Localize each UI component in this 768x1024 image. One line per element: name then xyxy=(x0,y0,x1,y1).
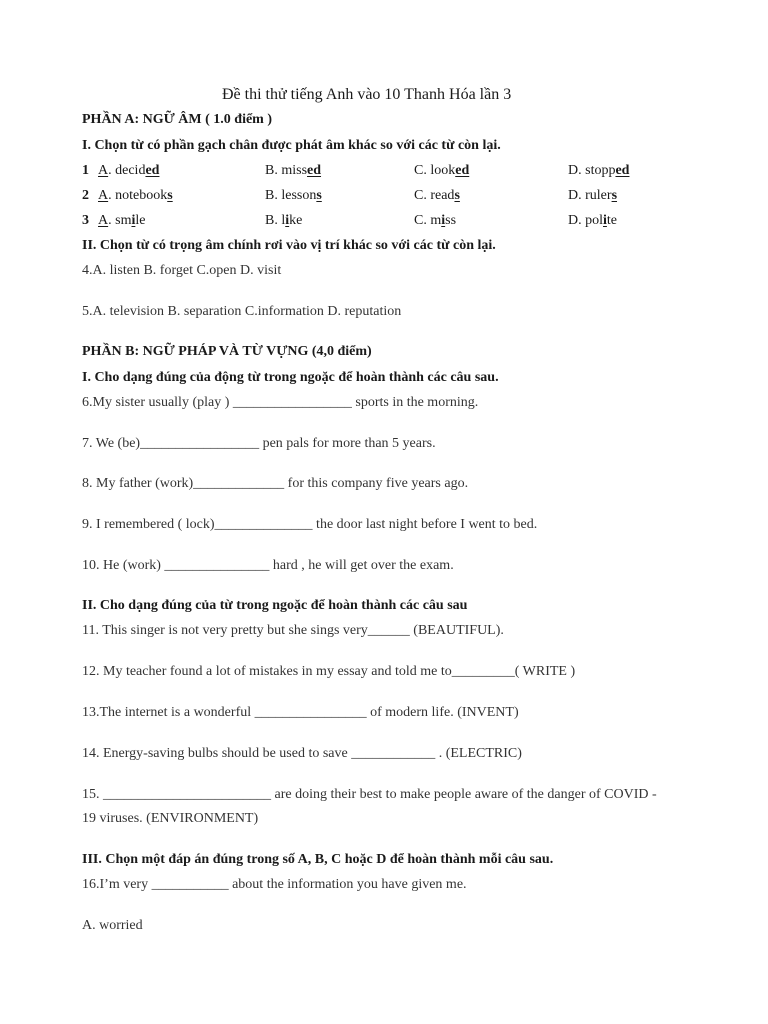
option-label: C xyxy=(414,163,424,178)
option-text-end: ss xyxy=(445,213,457,228)
option-text-end: le xyxy=(135,213,146,228)
underlined-part: i xyxy=(285,213,290,228)
question-13: 13.The internet is a wonderful ________________ of modern life. (INVENT) xyxy=(82,705,519,720)
option-label: A xyxy=(98,188,109,203)
option-d xyxy=(568,162,629,180)
question-7: 7. We (be)_________________ pen pals for more than 5 years. xyxy=(82,436,436,451)
underlined-part: s xyxy=(611,188,618,203)
question-number: 1 xyxy=(82,163,89,178)
option-text: . l xyxy=(274,213,286,228)
option-text: . stopp xyxy=(578,163,616,178)
question-8: 8. My father (work)_____________ for this company five years ago. xyxy=(82,476,469,491)
underlined-part: ed xyxy=(307,163,322,178)
option-text: . decid xyxy=(108,163,146,178)
question-5: 5.A. television B. separation C.information D. reputation xyxy=(82,304,402,319)
underlined-part: s xyxy=(454,188,460,203)
part-a-section2-heading: II. Chọn từ có trọng âm chính rơi vào vị trí khác so với các từ còn lại. xyxy=(82,238,496,253)
option-text: . look xyxy=(423,163,456,178)
question-11: 11. This singer is not very pretty but she sings very______ (BEAUTIFUL). xyxy=(82,623,504,638)
question-number: 2 xyxy=(82,188,89,203)
option-b xyxy=(265,212,302,230)
part-b-section1-heading: I. Cho dạng đúng của động từ trong ngoặc để hoàn thành các câu sau. xyxy=(82,370,499,385)
question-16-option-a: A. worried xyxy=(82,918,143,933)
option-text: . m xyxy=(423,213,442,228)
underlined-part: i xyxy=(441,213,446,228)
underlined-part: ed xyxy=(455,163,470,178)
option-text: . sm xyxy=(108,213,132,228)
option-d xyxy=(568,187,617,205)
option-c xyxy=(414,212,456,230)
option-label: D xyxy=(568,188,579,203)
option-a xyxy=(98,212,145,230)
option-label: A xyxy=(98,213,109,228)
underlined-part: i xyxy=(131,213,136,228)
part-b-section2-heading: II. Cho dạng đúng của từ trong ngoặc để hoàn thành các câu sau xyxy=(82,598,468,613)
option-label: C xyxy=(414,188,424,203)
option-label: D xyxy=(568,213,579,228)
option-text: . pol xyxy=(578,213,604,228)
option-text: . notebook xyxy=(108,188,168,203)
question-14: 14. Energy-saving bulbs should be used to save ____________ . (ELECTRIC) xyxy=(82,746,522,761)
option-label: A xyxy=(98,163,109,178)
option-a xyxy=(98,162,159,180)
document-title: Đề thi thử tiếng Anh vào 10 Thanh Hóa lần 3 xyxy=(222,86,512,103)
option-text: . ruler xyxy=(578,188,612,203)
underlined-part: s xyxy=(316,188,322,203)
underlined-part: ed xyxy=(615,163,630,178)
question-15-line-2: 19 viruses. (ENVIRONMENT) xyxy=(82,811,259,826)
question-number: 3 xyxy=(82,213,89,228)
option-d xyxy=(568,212,617,230)
option-b xyxy=(265,162,321,180)
option-label: B xyxy=(265,188,275,203)
option-text-end: te xyxy=(606,213,618,228)
underlined-part: ed xyxy=(145,163,160,178)
question-12: 12. My teacher found a lot of mistakes in my essay and told me to_________( WRITE ) xyxy=(82,664,576,679)
option-text: . read xyxy=(423,188,455,203)
part-b-heading: PHẦN B: NGỮ PHÁP VÀ TỪ VỰNG (4,0 điểm) xyxy=(82,344,372,359)
question-4: 4.A. listen B. forget C.open D. visit xyxy=(82,263,282,278)
underlined-part: i xyxy=(603,213,607,228)
question-15-line-1: 15. ________________________ are doing their best to make people aware of the danger of COVID - xyxy=(82,787,657,802)
option-label: D xyxy=(568,163,579,178)
option-b xyxy=(265,187,322,205)
question-6: 6.My sister usually (play ) _________________ sports in the morning. xyxy=(82,395,479,410)
question-9: 9. I remembered ( lock)______________ the door last night before I went to bed. xyxy=(82,517,538,532)
option-text: . miss xyxy=(274,163,308,178)
option-c xyxy=(414,187,460,205)
option-label: C xyxy=(414,213,424,228)
option-a xyxy=(98,187,173,205)
option-text-end: ke xyxy=(289,213,303,228)
underlined-part: s xyxy=(167,188,173,203)
option-c xyxy=(414,162,469,180)
question-16: 16.I’m very ___________ about the information you have given me. xyxy=(82,877,467,892)
part-a-section1-heading: I. Chọn từ có phần gạch chân được phát âm khác so với các từ còn lại. xyxy=(82,138,501,153)
option-text: . lesson xyxy=(274,188,317,203)
option-label: B xyxy=(265,213,275,228)
part-b-section3-heading: III. Chọn một đáp án đúng trong số A, B, C hoặc D để hoàn thành mỗi câu sau. xyxy=(82,852,554,867)
option-label: B xyxy=(265,163,275,178)
question-10: 10. He (work) _______________ hard , he will get over the exam. xyxy=(82,558,454,573)
part-a-heading: PHẦN A: NGỮ ÂM ( 1.0 điểm ) xyxy=(82,112,273,127)
